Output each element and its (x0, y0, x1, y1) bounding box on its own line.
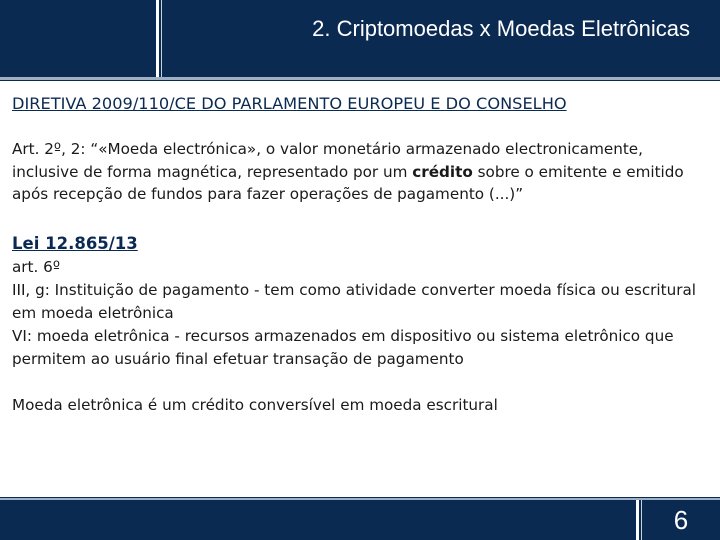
directive-heading: DIRETIVA 2009/110/CE DO PARLAMENTO EUROPEU E DO CONSELHO (12, 94, 567, 113)
header-rule-thin (0, 80, 720, 81)
slide-content (12, 92, 712, 417)
directive-text-start: Art. 2º, 2: “«Moeda electrónica», o valor monetário armazenado electronicamente, inclusive de forma magnética, representado por um (12, 140, 643, 181)
law-article: art. 6º (12, 257, 60, 276)
header-divider-stripe (156, 0, 159, 77)
closing-statement: Moeda eletrônica é um crédito conversível em moeda escritural (12, 395, 498, 414)
page-number: 6 (673, 505, 689, 535)
header-divider-stripe-thin (161, 0, 162, 77)
directive-text-end: sobre o emitente e emitido após recepção de fundos para fazer operações de pagamento (...)” (12, 162, 684, 203)
directive-text-bold: crédito (412, 162, 473, 181)
directive-article-text (12, 138, 712, 206)
law-item-iii: III, g: Instituição de pagamento - tem como atividade converter moeda física ou escritural em moeda eletrônica (12, 280, 696, 322)
footer-bar (0, 500, 720, 540)
law-heading: Lei 12.865/13 (12, 233, 138, 253)
footer-divider-stripe (636, 500, 639, 540)
law-item-vi: VI: moeda eletrônica - recursos armazenados em dispositivo ou sistema eletrônico que permitem ao usuário final efetuar transação de pagamento (12, 326, 674, 368)
slide-title: 2. Criptomoedas x Moedas Eletrônicas (312, 16, 690, 41)
